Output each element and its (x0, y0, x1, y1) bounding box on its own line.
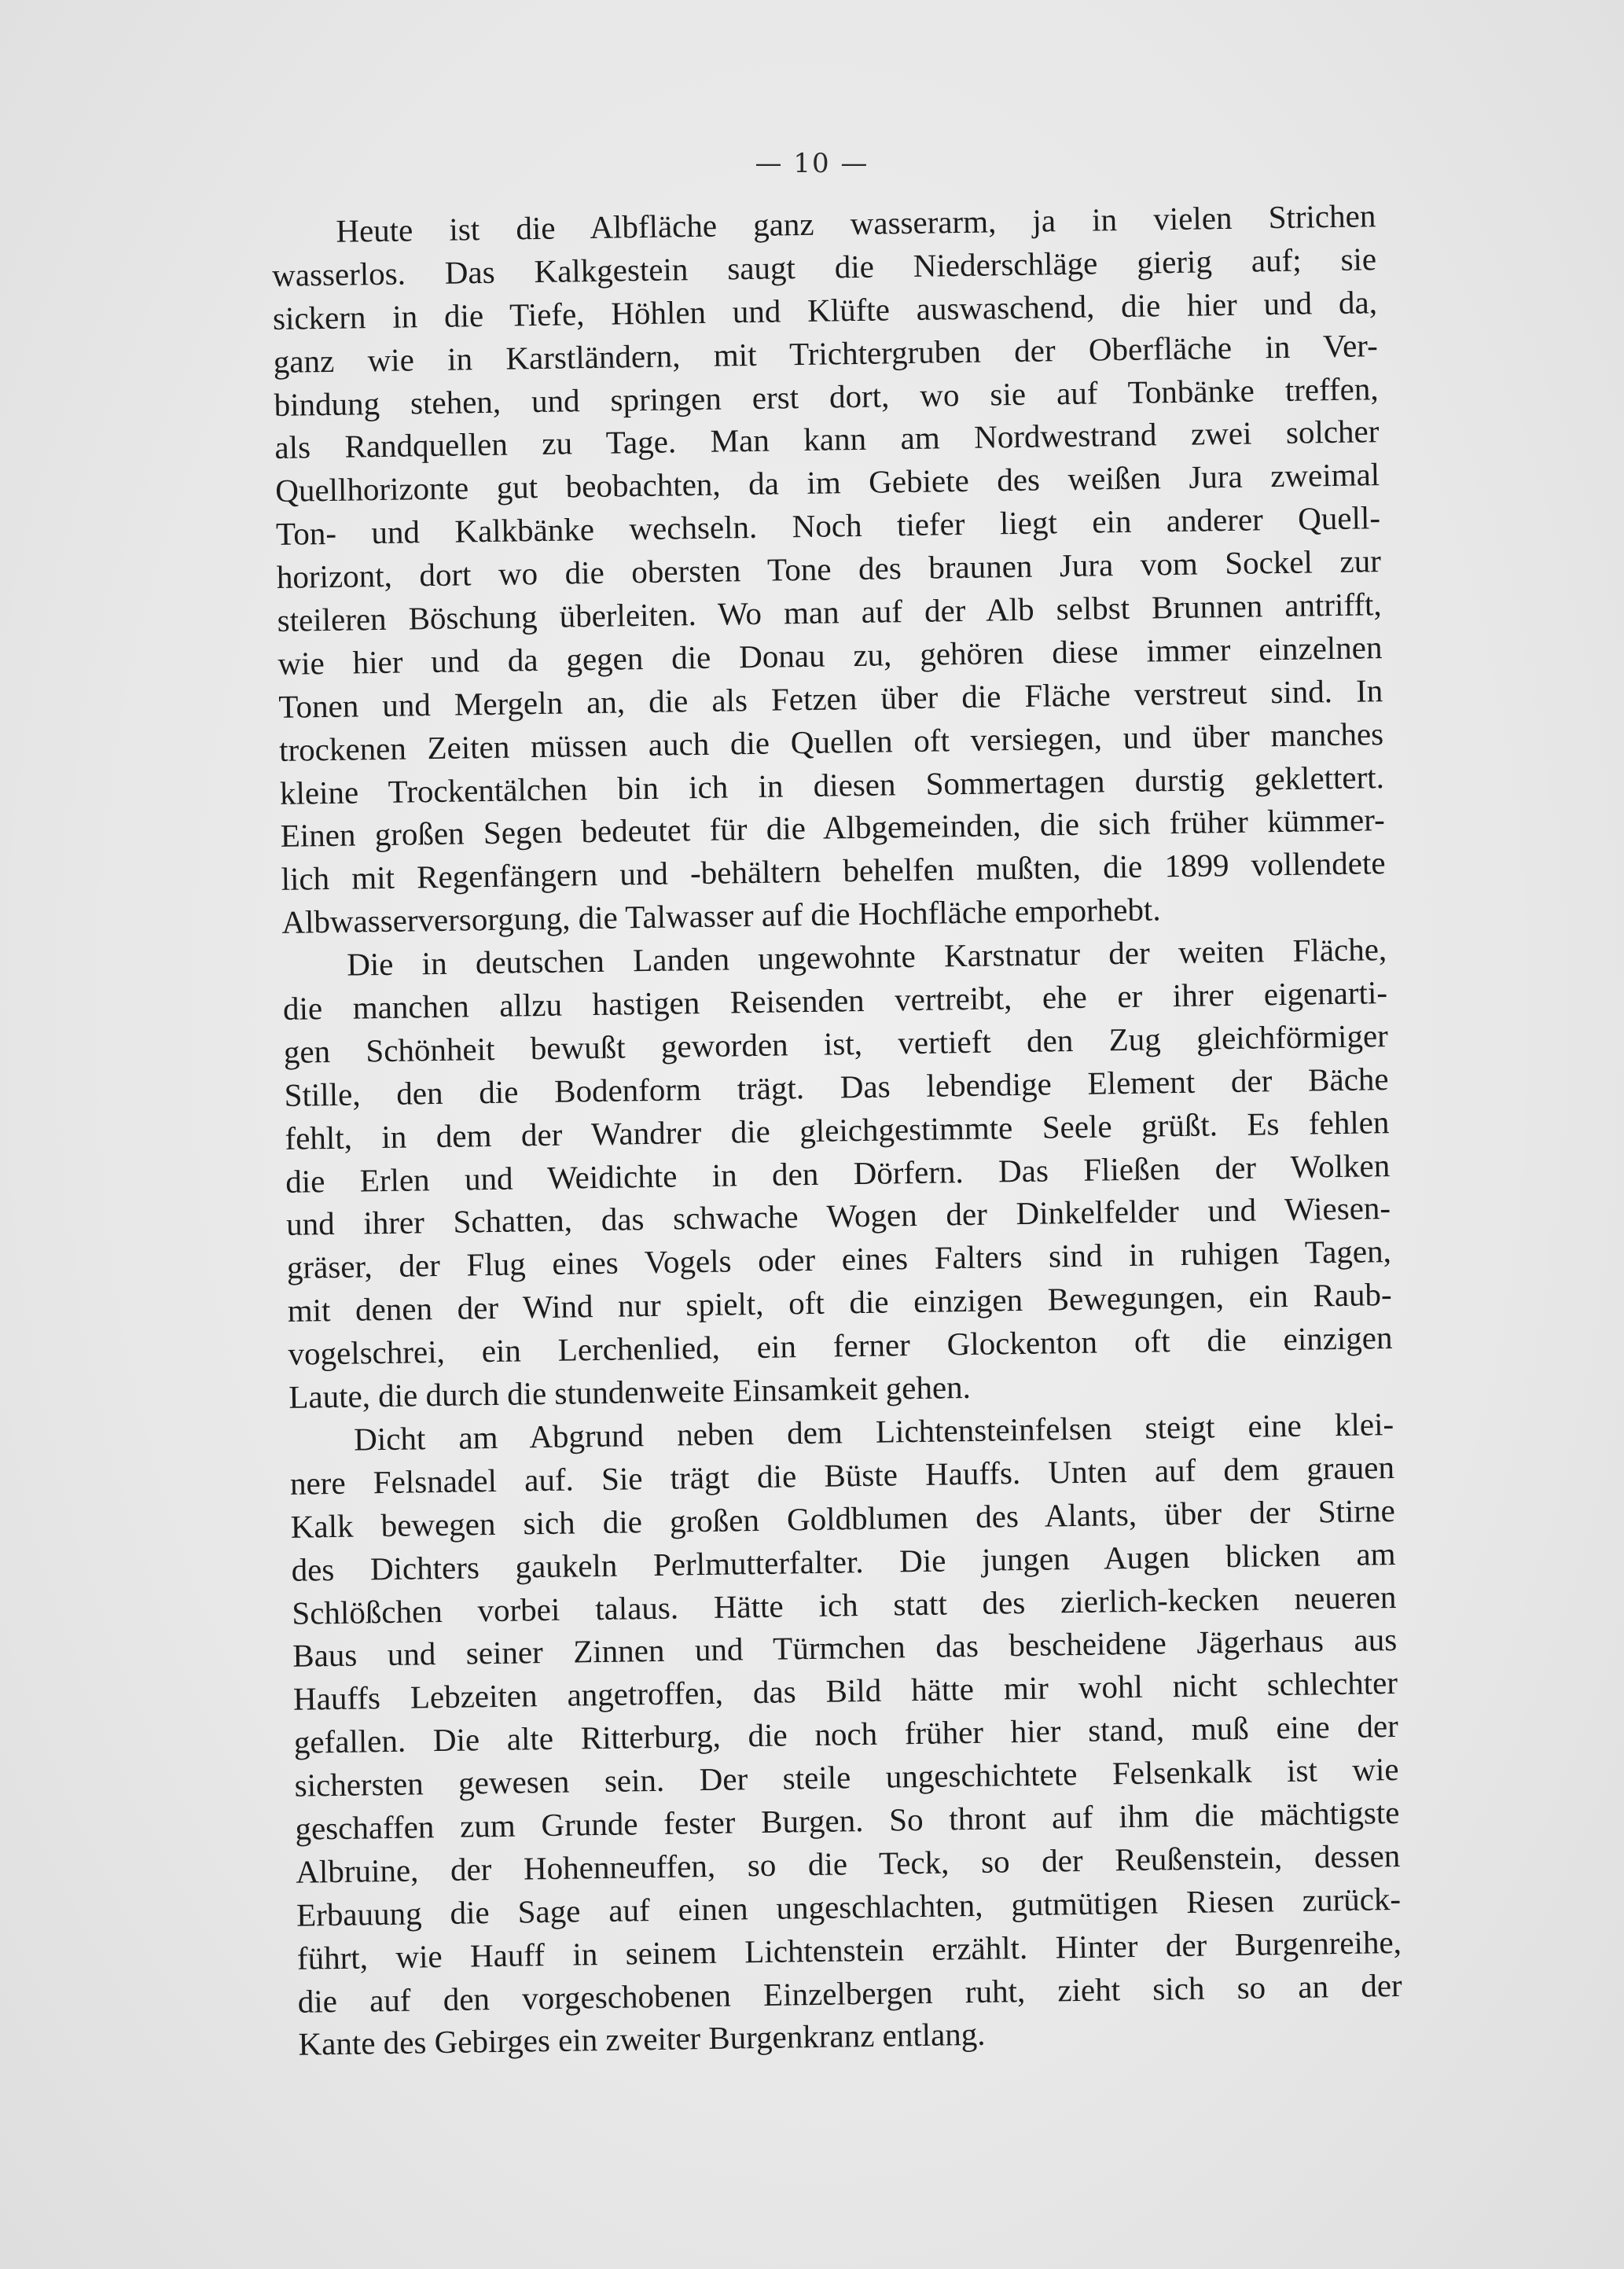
text-line: die auf den vorgeschobenen Einzelbergen ruht, zieht sich so an der (297, 1966, 1402, 2020)
page-number: — 10 — (755, 148, 869, 179)
text-line: wasserlos. Das Kalkgestein saugt die Niederschläge gierig auf; sie (271, 241, 1377, 293)
text-line: kleine Trockentälchen bin ich in diesen Sommertagen durstig geklettert. (279, 758, 1385, 811)
text-line: Laute, die durch die stundenweite Einsamkeit gehen. (288, 1369, 972, 1415)
text-line: Heute ist die Albfläche ganz wasserarm, ja in vielen Strichen (336, 197, 1376, 249)
text-line: vogelschrei, ein Lerchenlied, ein ferner Glockenton oft die einzigen (288, 1319, 1393, 1372)
text-line: als Randquellen zu Tage. Man kann am Nordwestrand zwei solcher (274, 413, 1380, 466)
text-line: mit denen der Wind nur spielt, oft die einzigen Bewegungen, ein Raub- (287, 1276, 1392, 1329)
text-line: und ihrer Schatten, das schwache Wogen der Dinkelfelder und Wiesen- (285, 1190, 1391, 1243)
text-line: sichersten gewesen sein. Der steile ungeschichtete Felsenkalk ist wie (294, 1751, 1399, 1804)
text-line: bindung stehen, und springen erst dort, wo sie auf Tonbänke treffen, (274, 370, 1379, 423)
text-line: führt, wie Hauff in seinem Lichtenstein erzählt. Hinter der Burgenreihe, (296, 1923, 1402, 1977)
text-line: lich mit Regenfängern und -behältern behelfen mußten, die 1899 vollendete (281, 844, 1386, 898)
text-line: Albruine, der Hohenneuffen, so die Teck, so der Reußenstein, dessen (296, 1837, 1401, 1890)
text-line: Kalk bewegen sich die großen Goldblumen des Alants, über der Stirne (290, 1491, 1396, 1545)
text-line: Quellhorizonte gut beobachten, da im Gebiete des weißen Jura zweimal (274, 456, 1380, 509)
text-line: Die in deutschen Landen ungewohnte Karstnatur der weiten Fläche, (346, 931, 1387, 983)
text-line: wie hier und da gegen die Donau zu, gehören diese immer einzelnen (277, 629, 1383, 682)
text-line: Einen großen Segen bedeutet für die Albgemeinden, die sich früher kümmer- (280, 801, 1385, 855)
text-line: Erbauung die Sage auf einen ungeschlachten, gutmütigen Riesen zurück- (296, 1880, 1402, 1933)
text-line: trockenen Zeiten müssen auch die Quellen oft versiegen, und über manches (278, 715, 1384, 768)
text-line: die Erlen und Weidichte in den Dörfern. Das Fließen der Wolken (285, 1146, 1391, 1200)
text-line: geschaffen zum Grunde fester Burgen. So thront auf ihm die mächtigste (295, 1793, 1400, 1847)
text-line: Ton- und Kalkbänke wechseln. Noch tiefer liegt ein anderer Quell- (275, 499, 1381, 553)
text-line: gräser, der Flug eines Vogels oder eines Falters sind in ruhigen Tagen, (286, 1233, 1392, 1286)
body-text (271, 194, 1403, 2066)
text-line: Stille, den die Bodenform trägt. Das lebendige Element der Bäche (284, 1060, 1389, 1113)
text-line: des Dichters gaukeln Perlmutterfalter. Die jungen Augen blicken am (291, 1535, 1396, 1588)
text-line: horizont, dort wo die obersten Tone des braunen Jura vom Sockel zur (276, 542, 1382, 596)
text-line: Hauffs Lebzeiten angetroffen, das Bild hätte mir wohl nicht schlechter (292, 1664, 1398, 1718)
text-line: gen Schönheit bewußt geworden ist, vertieft den Zug gleichförmiger (283, 1017, 1389, 1070)
text-line: steileren Böschung überleiten. Wo man auf der Alb selbst Brunnen antrifft, (277, 586, 1382, 638)
text-line: Baus und seiner Zinnen und Türmchen das bescheidene Jägerhaus aus (292, 1621, 1398, 1675)
text-line: sickern in die Tiefe, Höhlen und Klüfte auswaschend, die hier und da, (272, 283, 1378, 336)
text-line: Schlößchen vorbei talaus. Hätte ich statt des zierlich-kecken neueren (292, 1578, 1397, 1631)
text-line: die manchen allzu hastigen Reisenden vertreibt, ehe er ihrer eigenarti- (282, 974, 1388, 1027)
text-line: Tonen und Mergeln an, die als Fetzen über die Fläche verstreut sind. In (278, 671, 1383, 725)
text-line: Albwasserversorgung, die Talwasser auf die Hochfläche emporhebt. (281, 891, 1161, 941)
text-line: Dicht am Abgrund neben dem Lichtensteinfelsen steigt eine klei- (353, 1405, 1394, 1458)
text-line: fehlt, in dem der Wandrer die gleichgestimmte Seele grüßt. Es fehlen (285, 1103, 1390, 1157)
text-line: ganz wie in Karstländern, mit Trichtergruben der Oberfläche in Ver- (273, 326, 1379, 380)
text-line: Kante des Gebirges ein zweiter Burgenkranz entlang. (298, 2016, 986, 2063)
text-line: gefallen. Die alte Ritterburg, die noch früher hier stand, muß eine der (293, 1708, 1399, 1760)
text-line: nere Felsnadel auf. Sie trägt die Büste Hauffs. Unten auf dem grauen (289, 1448, 1395, 1502)
